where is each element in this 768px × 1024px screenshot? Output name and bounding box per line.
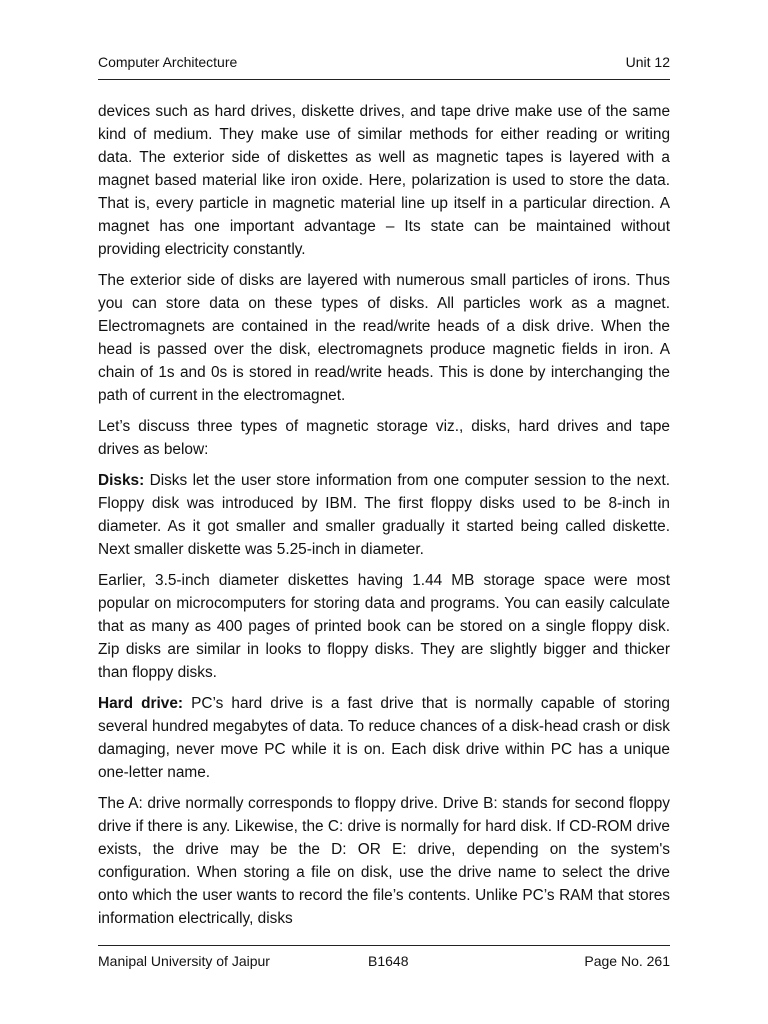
paragraph-disks: [98, 469, 670, 561]
paragraph-drive-letters: The A: drive normally corresponds to floppy drive. Drive B: stands for second floppy drive if there is any. Likewise, the C: drive is normally for hard disk. If CD-ROM drive exists, the drive may be the D: OR E: drive, depending on the system's configuration. When storing a file on disk, use the drive name to select the drive onto which the user wants to record the file’s contents. Unlike PC’s RAM that stores information electrically, disks: [98, 795, 670, 927]
footer-university: Manipal University of Jaipur: [98, 953, 270, 969]
page-footer: [98, 953, 670, 973]
disks-text: Disks let the user store information from one computer session to the next. Floppy disk was introduced by IBM. The first floppy disks used to be 8-inch in diameter. As it got smaller and smaller gradually it started being called diskette. Next smaller diskette was 5.25-inch in diameter.: [98, 472, 670, 558]
paragraph-hard-drive: [98, 692, 670, 784]
hard-drive-text: PC’s hard drive is a fast drive that is normally capable of storing several hundred megabytes of data. To reduce chances of a disk-head crash or disk damaging, never move PC while it is on. Each disk drive within PC has a unique one-letter name.: [98, 695, 670, 781]
paragraph-diskettes: Earlier, 3.5-inch diameter diskettes having 1.44 MB storage space were most popular on microcomputers for storing data and programs. You can easily calculate that as many as 400 pages of printed book can be stored on a single floppy disk. Zip disks are similar in looks to floppy disks. They are slightly bigger and thicker than floppy disks.: [98, 572, 670, 681]
footer-divider: [98, 945, 670, 946]
header-unit-label: Unit 12: [625, 54, 670, 70]
page-header: [98, 54, 670, 74]
header-divider: [98, 79, 670, 80]
paragraph-disk-particles: The exterior side of disks are layered with numerous small particles of irons. Thus you can store data on these types of disks. All particles work as a magnet. Electromagnets are contained in the read/write heads of a disk drive. When the head is passed over the disk, electromagnets produce magnetic fields in iron. A chain of 1s and 0s is stored in read/write heads. This is done by interchanging the path of current in the electromagnet.: [98, 272, 670, 404]
paragraph-magnetic-medium: devices such as hard drives, diskette drives, and tape drive make use of the same kind of medium. They make use of similar methods for either reading or writing data. The exterior side of diskettes as well as magnetic tapes is layered with a magnet based material like iron oxide. Here, polarization is used to store the data. That is, every particle in magnetic material line up itself in a particular direction. A magnet has one important advantage – Its state can be maintained without providing electricity constantly.: [98, 103, 670, 258]
footer-page-number: Page No. 261: [584, 953, 670, 969]
paragraph-storage-types-intro: Let’s discuss three types of magnetic storage viz., disks, hard drives and tape drives as below:: [98, 418, 670, 458]
page-body: [98, 100, 670, 930]
footer-course-code: B1648: [368, 953, 409, 969]
disks-label: Disks:: [98, 472, 145, 489]
header-course-title: Computer Architecture: [98, 54, 238, 70]
hard-drive-label: Hard drive:: [98, 695, 184, 712]
